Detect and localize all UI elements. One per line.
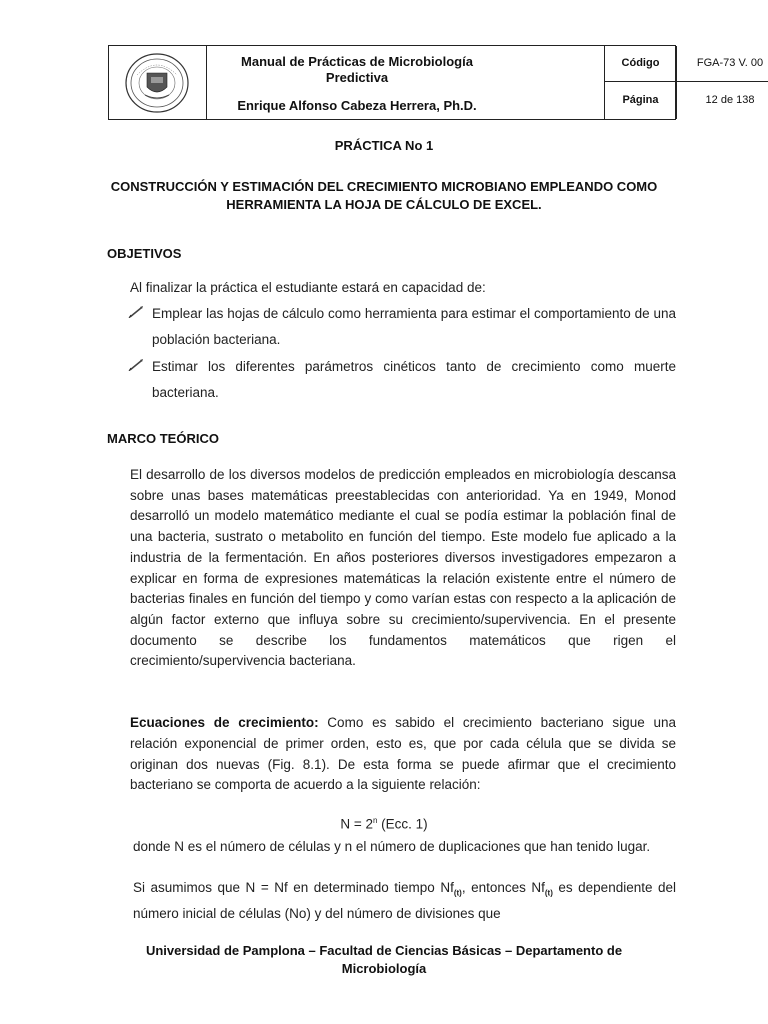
- marco-heading: MARCO TEÓRICO: [107, 431, 219, 446]
- subscript-t: (t): [453, 888, 462, 898]
- definition-paragraph: donde N es el número de células y n el número de duplicaciones que han tenido lugar.: [133, 839, 651, 854]
- equation-exponent: n: [372, 816, 378, 825]
- assumption-text-b: , entonces Nf: [461, 880, 545, 895]
- equation-base: N = 2: [340, 816, 373, 832]
- code-label: Código: [621, 57, 660, 69]
- university-seal-logo: [123, 51, 191, 115]
- manual-title: Manual de Prácticas de Microbiología Predictiva: [241, 54, 473, 85]
- objetivo-item: [128, 301, 676, 353]
- code-label-cell: [605, 46, 677, 82]
- ecuaciones-paragraph: [130, 713, 676, 796]
- marco-paragraph: El desarrollo de los diversos modelos de predicción empleados en microbiología descansa sobre unas bases matemáticas preestablecidas con anterioridad. Ya en 1949, Monod desarrolló un modelo matemático mediante el cual se podía estimar la población final de una bacteria, sustrato o metabolito en función del tiempo. Este modelo fue aplicado a la industria de la fermentación. En años posteriores diversos investigadores empezaron a explicar en forma de expresiones matemáticas la relación existente entre el número de bacterias finales en función del tiempo y como varían estas con respecto a la aplicación de algún factor externo que influya sobre su crecimiento/supervivencia. En el presente documento se describe los fundamentos matemáticos que rigen el crecimiento/supervivencia bacteriana.: [130, 467, 676, 669]
- page-label: Página: [622, 94, 659, 106]
- objetivos-heading: OBJETIVOS: [107, 246, 182, 261]
- code-value-cell: [677, 46, 768, 82]
- objetivos-intro: Al finalizar la práctica el estudiante estará en capacidad de:: [130, 280, 486, 295]
- equation: [0, 816, 768, 832]
- objetivo-text: Estimar los diferentes parámetros cinéticos tanto de crecimiento como muerte bacteriana.: [152, 359, 676, 400]
- title-cell: [207, 46, 605, 119]
- practice-title: [0, 178, 768, 214]
- subscript-t: (t): [544, 888, 553, 898]
- objetivo-item: [128, 354, 676, 406]
- logo-cell: [109, 46, 207, 119]
- assumption-text-a: Si asumimos que N = Nf en determinado tiempo Nf: [133, 880, 454, 895]
- assumption-text-c: es dependiente del número inicial de células (No) y del número de divisiones que: [133, 880, 677, 922]
- objetivo-text: Emplear las hojas de cálculo como herramienta para estimar el comportamiento de una población bacteriana.: [152, 306, 676, 347]
- practice-title-text: CONSTRUCCIÓN Y ESTIMACIÓN DEL CRECIMIENTO MICROBIANO EMPLEANDO COMO HERRAMIENTA LA HOJA DE CÁLCULO DE EXCEL.: [110, 179, 658, 212]
- page-footer: [0, 942, 768, 978]
- equation-ref: (Ecc. 1): [377, 816, 428, 832]
- pen-bullet-icon: [128, 359, 144, 371]
- pen-bullet-icon: [128, 306, 144, 318]
- page-value: 12 de 138: [705, 94, 755, 106]
- ecuaciones-text: Como es sabido el crecimiento bacteriano sigue una relación exponencial de primer orden, esto es, que por cada célula que se divida se originan dos nuevas (Fig. 8.1). De esta forma se puede afirmar que el crecimiento bacteriano se comporta de acuerdo a la siguiente relación:: [130, 715, 676, 793]
- code-value: FGA-73 V. 00: [696, 57, 764, 69]
- page-value-cell: [677, 82, 768, 119]
- page-label-cell: [605, 82, 677, 119]
- practice-number: PRÁCTICA No 1: [334, 138, 434, 153]
- author-name: Enrique Alfonso Cabeza Herrera, Ph.D.: [237, 98, 477, 113]
- footer-text: Universidad de Pamplona – Facultad de Ciencias Básicas – Departamento de Microbiología: [145, 943, 623, 976]
- header-table: [108, 45, 764, 120]
- ecuaciones-label: Ecuaciones de crecimiento:: [130, 715, 319, 730]
- assumption-paragraph: [133, 878, 676, 925]
